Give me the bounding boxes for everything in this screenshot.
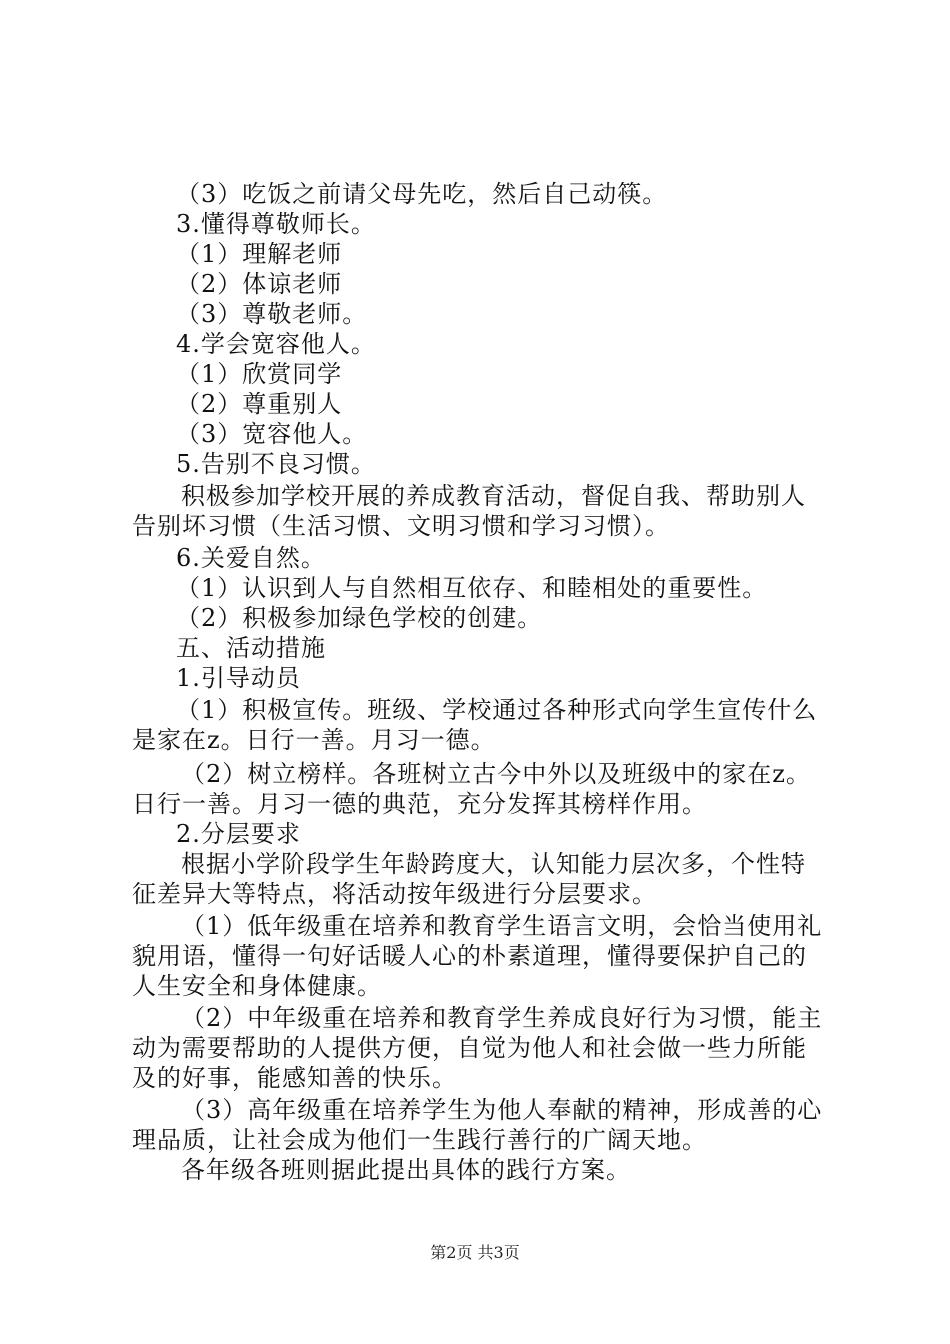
text-line: 是家在z。日行一善。月习一德。 [132, 726, 496, 754]
text-line: （2）积极参加绿色学校的创建。 [176, 604, 543, 632]
text-line: 根据小学阶段学生年龄跨度大，认知能力层次多，个性特 [181, 850, 806, 878]
text-line: 理品质，让社会成为他们一生践行善行的广阔天地。 [132, 1126, 707, 1154]
text-line: （3）吃饭之前请父母先吃，然后自己动筷。 [176, 180, 668, 208]
text-line: 貌用语，懂得一句好话暖人心的朴素道理，懂得要保护自己的 [132, 942, 807, 970]
text-line: 人生安全和身体健康。 [132, 972, 382, 1000]
text-line: （3）高年级重在培养学生为他人奉献的精神，形成善的心 [181, 1096, 823, 1124]
text-line: （1）低年级重在培养和教育学生语言文明，会恰当使用礼 [181, 912, 823, 940]
text-line: （3）宽容他人。 [176, 420, 368, 448]
text-line: 五、活动措施 [176, 634, 326, 662]
text-line: 日行一善。月习一德的典范，充分发挥其榜样作用。 [132, 790, 707, 818]
text-line: （2）中年级重在培养和教育学生养成良好行为习惯，能主 [181, 1004, 823, 1032]
text-line: （1）理解老师 [176, 240, 343, 268]
text-line: 积极参加学校开展的养成教育活动，督促自我、帮助别人 [181, 482, 806, 510]
text-line: （1）欣赏同学 [176, 360, 343, 388]
text-line: 征差异大等特点，将活动按年级进行分层要求。 [132, 880, 657, 908]
text-line: 4.学会宽容他人。 [176, 330, 376, 358]
text-line: 6.关爱自然。 [176, 544, 326, 572]
text-line: 3.懂得尊敬师长。 [176, 210, 376, 238]
text-line: 动为需要帮助的人提供方便，自觉为他人和社会做一些力所能 [132, 1034, 807, 1062]
text-line: 1.引导动员 [176, 664, 301, 692]
text-line: （1）认识到人与自然相互依存、和睦相处的重要性。 [176, 574, 768, 602]
text-line: （2）树立榜样。各班树立古今中外以及班级中的家在z。 [181, 760, 811, 788]
text-line: 及的好事，能感知善的快乐。 [132, 1064, 457, 1092]
text-line: （3）尊敬老师。 [176, 300, 368, 328]
page-footer: 第2页 共3页 [430, 1243, 520, 1262]
text-line: 5.告别不良习惯。 [176, 450, 376, 478]
text-line: （2）尊重别人 [176, 390, 343, 418]
text-line: （1）积极宣传。班级、学校通过各种形式向学生宣传什么 [176, 696, 818, 724]
text-line: 各年级各班则据此提出具体的践行方案。 [181, 1156, 631, 1184]
text-line: （2）体谅老师 [176, 270, 343, 298]
text-line: 告别坏习惯（生活习惯、文明习惯和学习习惯）。 [132, 512, 670, 540]
text-line: 2.分层要求 [176, 820, 301, 848]
